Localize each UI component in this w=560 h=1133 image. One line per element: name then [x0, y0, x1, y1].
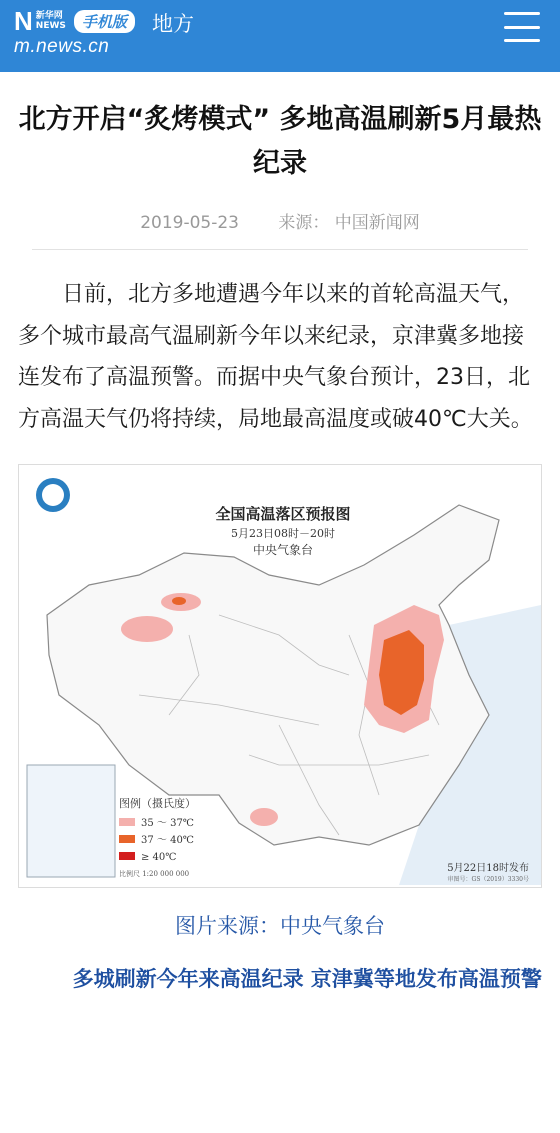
logo-news-en: NEWS [35, 21, 66, 31]
heat-zone-xinjiang [121, 616, 173, 642]
article [0, 98, 560, 1001]
article-lead-paragraph: 日前，北方多地遭遇今年以来的首轮高温天气，多个城市最高气温刷新今年以来纪录，京津冀多地接连发布了高温预警。而据中央气象台预计，23日，北方高温天气仍将持续，局地最高温度或破40℃大关。 [18, 282, 533, 432]
forecast-map-image[interactable] [18, 464, 542, 888]
logo-letter: N [14, 6, 32, 36]
article-meta [18, 208, 542, 233]
xinhua-logo[interactable] [14, 8, 142, 64]
meta-divider [32, 249, 528, 250]
article-title: 北方开启“炙烤模式” 多地高温刷新5月最热纪录 [18, 104, 542, 179]
image-caption: 图片来源：中央气象台 [175, 914, 385, 938]
hamburger-menu-icon[interactable] [504, 12, 540, 42]
heat-zone-xinjiang-core [172, 597, 186, 605]
legend-swatch-40-plus [119, 852, 135, 860]
legend-label-35-37: 35 ～ 37℃ [141, 818, 194, 829]
mobile-version-badge: 手机版 [74, 10, 135, 33]
publish-date: 2019-05-23 [140, 213, 239, 233]
logo-domain: m.news.cn [14, 36, 110, 57]
legend-title: 图例（摄氏度） [119, 797, 196, 810]
high-temp-map [19, 465, 541, 887]
article-source: 来源： 中国新闻网 [278, 213, 420, 233]
menu-bar [504, 26, 540, 29]
south-sea-inset [27, 765, 115, 877]
map-issued: 5月22日18时发布 [447, 863, 529, 874]
logo-top-row [14, 8, 142, 34]
map-audit-number: 审图号：GS（2019）3330号 [447, 876, 529, 883]
legend-label-37-40: 37 ～ 40℃ [141, 835, 194, 846]
heat-zone-north-china-core [379, 630, 424, 715]
cma-logo-inner [42, 484, 64, 506]
map-agency: 中央气象台 [252, 543, 314, 557]
menu-bar [504, 39, 540, 42]
legend-swatch-35-37 [119, 818, 135, 826]
top-header [0, 0, 560, 72]
map-title: 全国高温落区预报图 [215, 505, 351, 523]
logo-news-cn: 新华网 [35, 11, 63, 21]
heat-zone-yunnan [250, 808, 278, 826]
logo-news-text [36, 11, 66, 31]
related-article-link[interactable]: 多城刷新今年来高温纪录 京津冀等地发布高温预警 [72, 967, 542, 991]
section-link-local[interactable]: 地方 [152, 12, 194, 36]
legend-swatch-37-40 [119, 835, 135, 843]
map-scale: 比例尺 1:20 000 000 [119, 870, 190, 878]
legend-label-40-plus: ≥ 40℃ [141, 852, 177, 863]
menu-bar [504, 12, 540, 15]
map-time-range: 5月23日08时－20时 [231, 527, 335, 540]
